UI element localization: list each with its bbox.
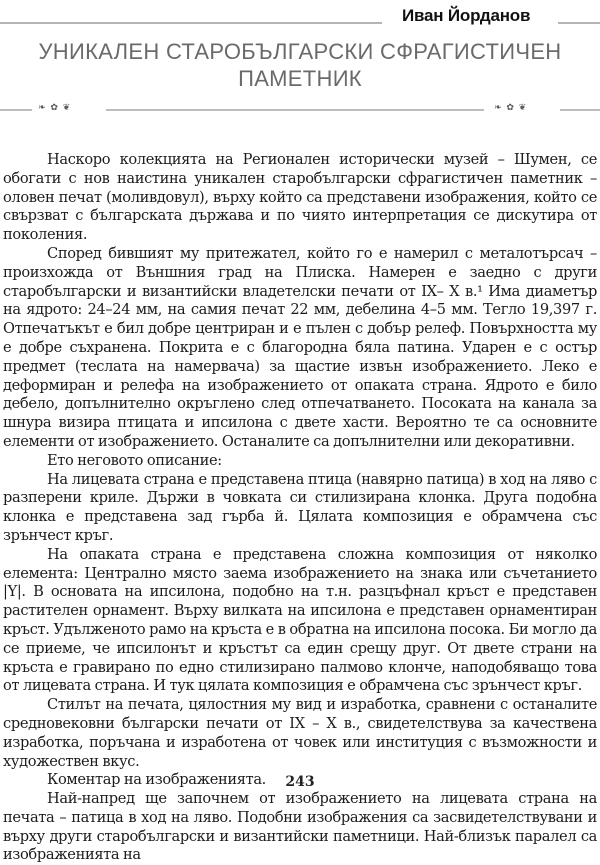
author-name: Иван Йорданов — [402, 6, 531, 25]
paragraph: Наскоро колекцията на Регионален исторически музей – Шумен, се обогати с нов наистина уникален старобългарски сфрагистичен паметник – оловен печат (моливдовул), върху който са представени изображения, който се свързват с българската държава и по чиято интерпретация се дискутира от поколения. — [3, 151, 597, 244]
paragraph: Стилът на печата, цялостния му вид и изработка, сравнени с останалите средновековни български печати от IX – X в., свидетелствува за качествена изработка, поръчана и изработена от човек или институция с възможности и художествен вкус. — [3, 696, 597, 770]
article-body — [3, 151, 597, 865]
paragraph: Коментар на изображенията. — [47, 771, 266, 789]
header-rule — [558, 22, 600, 24]
paragraph: Най-напред ще започнем от изображението на лицевата страна на печата – патица в ход на ляво. Подобни изображения са засвидетелствувани и върху други старобългарски и византийски паметници. Най-близък паралел са изображенията на — [3, 790, 597, 864]
fleuron-ornament-icon: ❧ ✿ ❦ — [494, 103, 528, 113]
running-header — [0, 6, 600, 28]
paragraph: Според бившият му притежател, който го е намерил с металотърсач – произхожда от Външния град на Плиска. Намерен е заедно с други старобългарски и византийски владетелски печати от IX– X в.¹ Има диаметър на ядрото: 24–24 мм, на самия печат 22 мм, дебелина 4–5 мм. Тегло 19,397 г. Отпечатъкът е бил добре центриран и е пълен с добър релеф. Повърхността му е добре съхранена. Покрита е с благородна бяла патина. Ударен е с остър предмет (теслата на намервача) за щастие извън изображението. Леко е деформиран и релефа на изображението от опаката страна. Ядрото е било дебело, допълнително окръглено след отпечатването. Посоката на канала за шнура визира птицата и ипсилона с двете хасти. Вероятно те са основните елементи от изображението. Останалите са допълнителни или декоративни. — [3, 244, 597, 450]
title-ornament-divider — [0, 103, 600, 116]
paragraph: На лицевата страна е представена птица (навярно патица) в ход на ляво с разперени криле. Държи в човката си стилизирана клонка. Друга подобна клонка е представена зад гърба й. Цялата композиция е обрамчена със зрънчест кръг. — [3, 470, 597, 544]
page-number: 243 — [285, 774, 315, 790]
divider-rule — [0, 109, 32, 111]
paragraph: Ето неговото описание: — [47, 451, 222, 469]
fleuron-ornament-icon: ❧ ✿ ❦ — [38, 103, 72, 113]
divider-rule — [560, 109, 600, 111]
paragraph: На опаката страна е представена сложна композиция от няколко елемента: Централно място заема изображението на знака или съчетанието |Y|. В основата на ипсилона, подобно на т.н. разцъфнал кръст е представен растителен орнамент. Върху вилката на ипсилона е представен орнаментиран кръст. Удълженото рамо на кръста е в обратна на ипсилона посока. Би могло да се приеме, че ипсилонът и кръстът са един срещу друг. От двете страни на кръста е гравирано по едно стилизирано палмово клонче, наподобяващо това от лицевата страна. И тук цялата композиция е обрамчена със зрънчест кръг. — [3, 545, 597, 695]
divider-rule — [106, 109, 484, 111]
header-rule — [0, 22, 382, 24]
article-title: УНИКАЛЕН СТАРОБЪЛГАРСКИ СФРАГИСТИЧЕН ПАМЕТНИК — [38, 39, 562, 91]
